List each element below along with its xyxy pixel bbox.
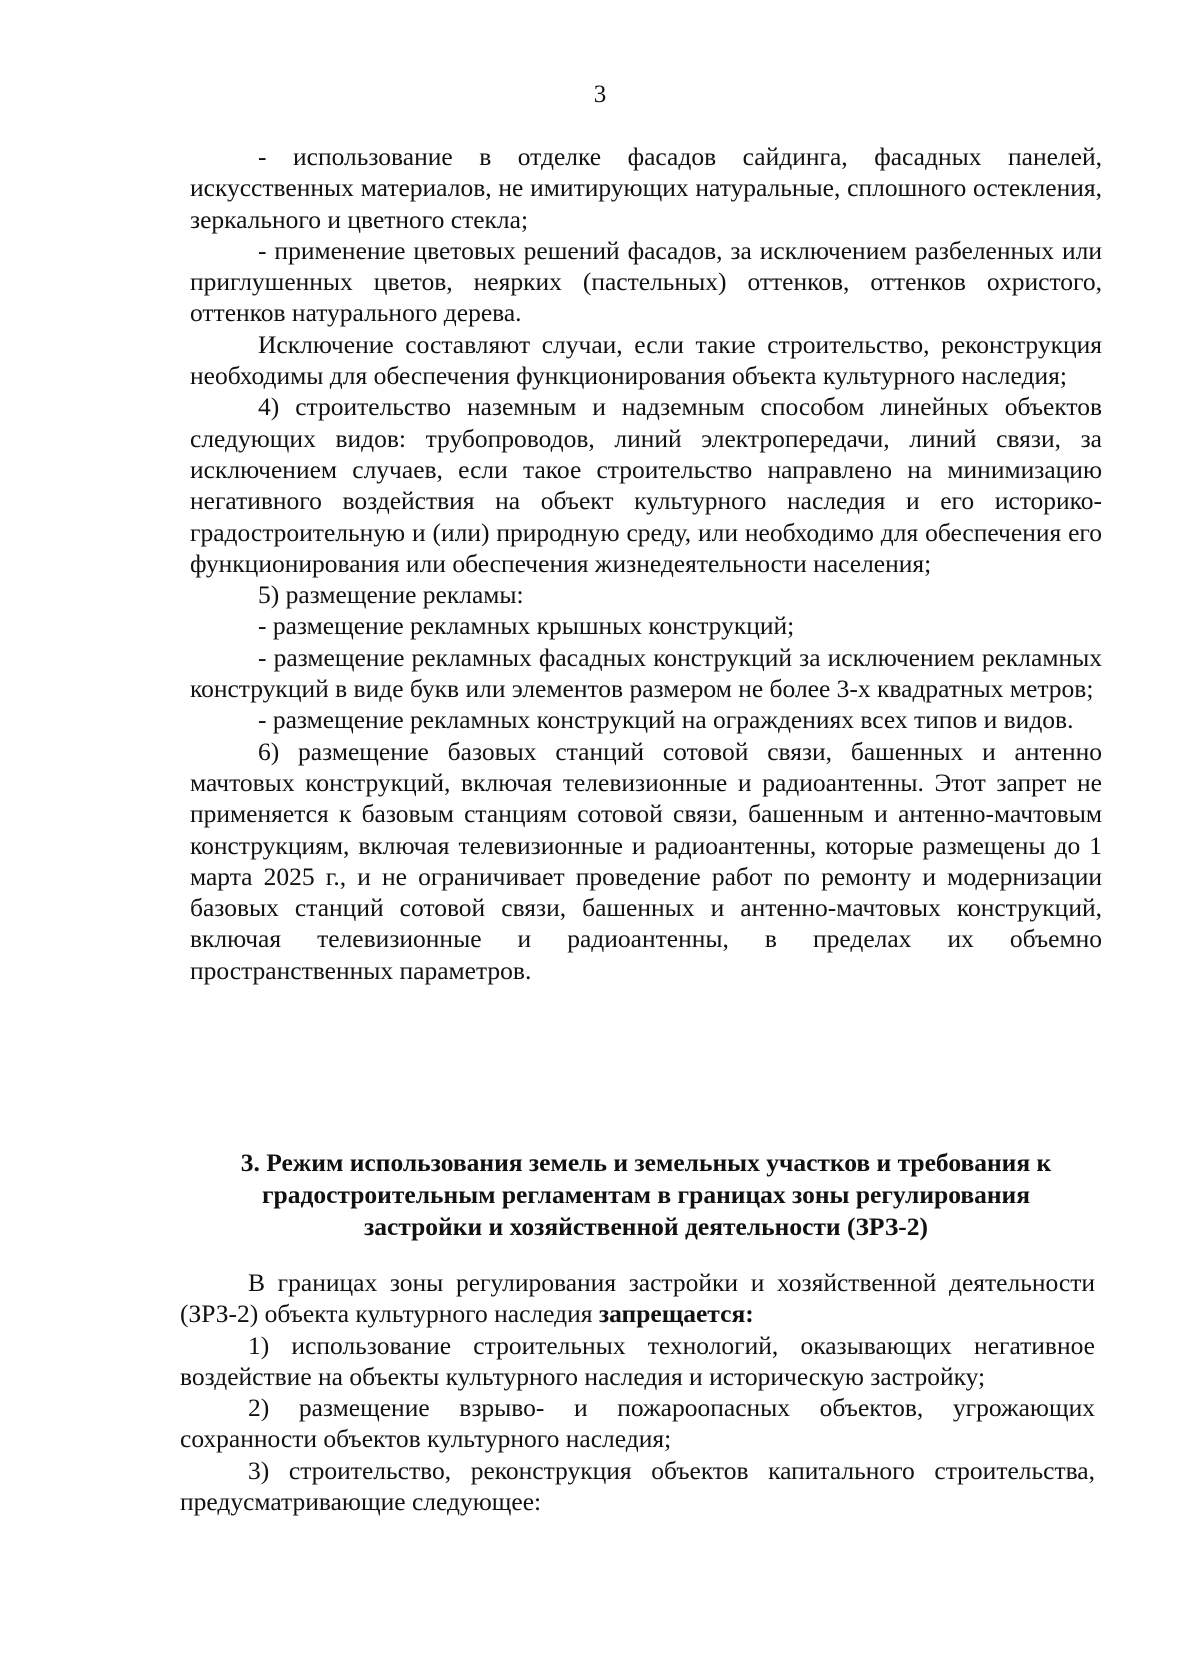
paragraph: 5) размещение рекламы: <box>258 580 524 610</box>
list-item: 3) строительство, реконструкция объектов капитального строительства, предусматривающие следующее: <box>180 1455 1095 1517</box>
heading-line: градостроительным регламентам в границах зоны регулирования <box>261 1180 1031 1209</box>
list-item: 1) использование строительных технологий, оказывающих негативное воздействие на объекты культурного наследия и историческую застройку; <box>180 1330 1095 1391</box>
list-item: 2) размещение взрыво- и пожароопасных объектов, угрожающих сохранности объектов культурного наследия; <box>180 1393 1095 1454</box>
paragraph: - размещение рекламных крышных конструкций; <box>258 611 795 641</box>
paragraph: 4) строительство наземным и надземным способом линейных объектов следующих видов: трубопроводов, линий электропередачи, линий связи, за исключением случаев, если такое строительство направлено на минимизацию негативного воздействия на объект культурного наследия и его историко-градостроительную и (или) природную среду, или необходимо для обеспечения его функционирования или обеспечения жизнедеятельности населения; <box>190 392 1102 578</box>
intro-bold-text: запрещается: <box>598 1299 754 1329</box>
paragraph: - размещение рекламных фасадных конструкций за исключением рекламных конструкций в виде букв или элементов размером не более 3-х квадратных метров; <box>190 642 1102 704</box>
heading-line: застройки и хозяйственной деятельности (ЗРЗ-2) <box>363 1212 929 1241</box>
page-number: 3 <box>593 81 607 108</box>
heading-line: 3. Режим использования земель и земельных участков и требования к <box>240 1148 1052 1177</box>
paragraph: - использование в отделке фасадов сайдинга, фасадных панелей, искусственных материалов, не имитирующих натуральные, сплошного остекления, зеркального и цветного стекла; <box>190 142 1102 234</box>
paragraph: - применение цветовых решений фасадов, за исключением разбеленных или приглушенных цветов, неярких (пастельных) оттенков, оттенков охристого, оттенков натурального дерева. <box>190 235 1102 328</box>
paragraph: Исключение составляют случаи, если такие строительство, реконструкция необходимы для обеспечения функционирования объекта культурного наследия; <box>190 329 1102 391</box>
section-3-body <box>180 1267 1095 1517</box>
section-3-heading <box>190 1147 1102 1243</box>
paragraph: 6) размещение базовых станций сотовой связи, башенных и антенно мачтовых конструкций, включая телевизионные и радиоантенны. Этот запрет не применяется к базовым станциям сотовой связи, башенным и антенно-мачтовым конструкциям, включая телевизионные и радиоантенны, которые размещены до 1 марта 2025 г., и не ограничивает проведение работ по ремонту и модернизации базовых станций сотовой связи, башенных и антенно-мачтовых конструкций, включая телевизионные и радиоантенны, в пределах их объемно пространственных параметров. <box>190 736 1102 985</box>
section-2-continuation <box>190 141 1102 986</box>
intro-paragraph <box>180 1267 1095 1330</box>
paragraph: - размещение рекламных конструкций на ограждениях всех типов и видов. <box>258 705 1074 735</box>
intro-text: В границах зоны регулирования застройки и хозяйственной деятельности (ЗРЗ-2) объекта культурного наследия <box>180 1268 1095 1329</box>
